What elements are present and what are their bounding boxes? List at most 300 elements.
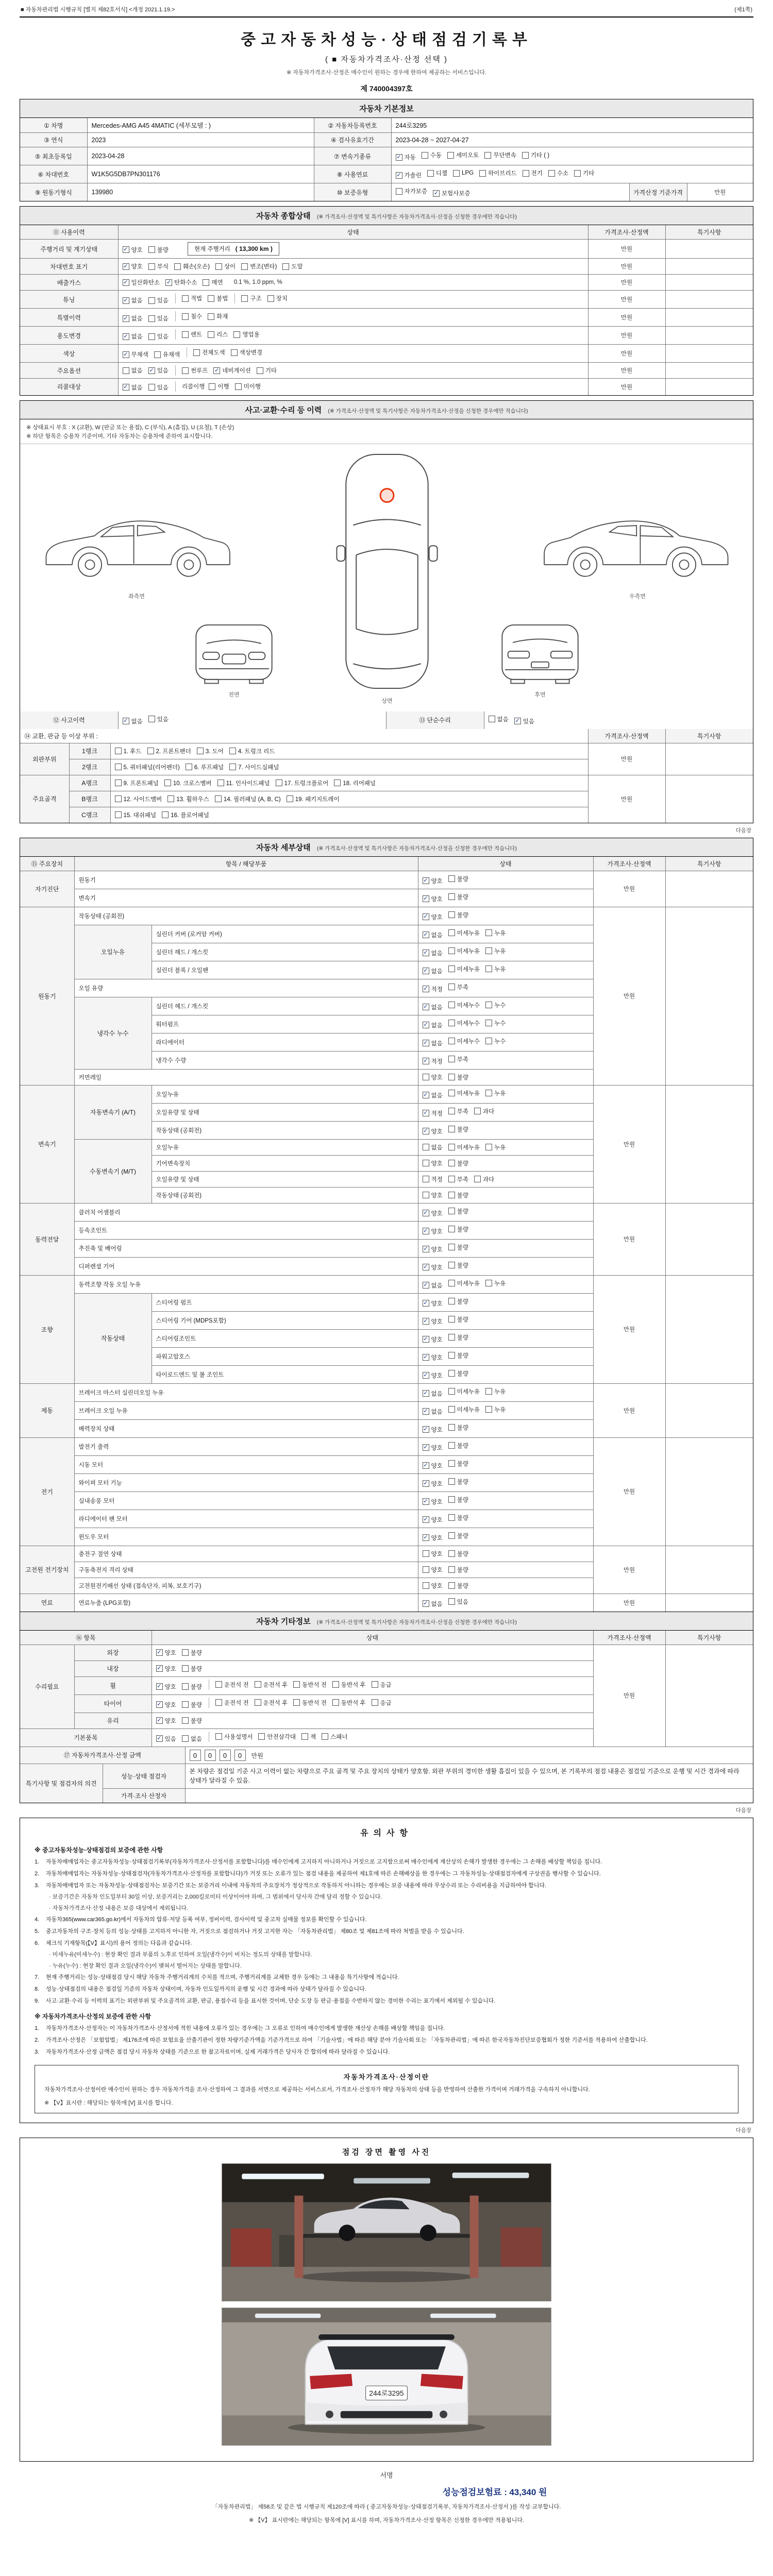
checkbox-option[interactable] bbox=[423, 1021, 443, 1029]
checkbox[interactable] bbox=[229, 764, 236, 770]
checkbox[interactable] bbox=[448, 1208, 455, 1214]
checkbox[interactable]: ✓ bbox=[123, 384, 128, 390]
checkbox[interactable] bbox=[182, 1649, 189, 1656]
checkbox-option[interactable] bbox=[123, 246, 143, 254]
checkbox[interactable]: ✓ bbox=[423, 1480, 428, 1487]
checkbox-option[interactable] bbox=[148, 383, 169, 392]
checkbox[interactable] bbox=[287, 795, 293, 802]
checkbox-option[interactable] bbox=[448, 1582, 468, 1590]
checkbox-option[interactable] bbox=[448, 1496, 468, 1504]
checkbox-option[interactable] bbox=[448, 1191, 468, 1199]
checkbox[interactable] bbox=[293, 1681, 300, 1688]
checkbox[interactable] bbox=[182, 1665, 189, 1672]
checkbox-option[interactable] bbox=[423, 1566, 443, 1574]
checkbox-option[interactable] bbox=[448, 1055, 468, 1063]
checkbox-option[interactable] bbox=[229, 763, 279, 771]
checkbox[interactable]: ✓ bbox=[157, 1735, 162, 1742]
checkbox-option[interactable] bbox=[123, 332, 143, 341]
checkbox-option[interactable] bbox=[115, 795, 162, 803]
checkbox-option[interactable] bbox=[208, 330, 228, 338]
checkbox-option[interactable] bbox=[215, 795, 281, 803]
checkbox-option[interactable] bbox=[123, 383, 143, 392]
checkbox-option[interactable] bbox=[182, 330, 202, 338]
checkbox[interactable] bbox=[148, 263, 155, 270]
checkbox[interactable] bbox=[123, 367, 129, 374]
checkbox-option[interactable] bbox=[479, 169, 517, 177]
checkbox-option[interactable] bbox=[448, 1261, 468, 1269]
checkbox-option[interactable] bbox=[255, 1699, 288, 1707]
checkbox-option[interactable] bbox=[485, 947, 506, 955]
checkbox[interactable] bbox=[448, 1192, 455, 1198]
checkbox-option[interactable] bbox=[156, 1701, 176, 1709]
checkbox-option[interactable] bbox=[148, 715, 169, 723]
checkbox[interactable] bbox=[423, 1550, 429, 1557]
checkbox-option[interactable] bbox=[448, 1125, 468, 1133]
checkbox[interactable]: ✓ bbox=[396, 172, 401, 178]
checkbox-option[interactable] bbox=[453, 170, 474, 177]
checkbox[interactable] bbox=[485, 1406, 492, 1413]
checkbox-option[interactable] bbox=[423, 1600, 443, 1608]
checkbox-option[interactable] bbox=[423, 1091, 443, 1099]
checkbox-option[interactable] bbox=[182, 1683, 202, 1691]
checkbox[interactable] bbox=[423, 1192, 429, 1198]
checkbox[interactable] bbox=[148, 333, 155, 340]
checkbox[interactable] bbox=[448, 1160, 455, 1166]
checkbox[interactable] bbox=[448, 965, 455, 972]
checkbox[interactable]: ✓ bbox=[157, 1665, 162, 1672]
checkbox[interactable] bbox=[332, 1681, 339, 1688]
checkbox-option[interactable] bbox=[423, 1143, 443, 1151]
checkbox-option[interactable] bbox=[485, 1001, 506, 1009]
checkbox[interactable] bbox=[484, 152, 491, 159]
checkbox-option[interactable] bbox=[258, 1733, 296, 1741]
checkbox-option[interactable] bbox=[215, 1681, 249, 1689]
checkbox-option[interactable] bbox=[255, 1681, 288, 1689]
checkbox[interactable] bbox=[217, 779, 224, 786]
checkbox-option[interactable] bbox=[423, 967, 443, 975]
checkbox[interactable] bbox=[182, 331, 189, 338]
checkbox[interactable] bbox=[448, 1244, 455, 1250]
checkbox[interactable] bbox=[235, 383, 242, 390]
checkbox[interactable]: ✓ bbox=[123, 315, 128, 321]
checkbox-option[interactable] bbox=[485, 929, 506, 937]
checkbox-option[interactable] bbox=[334, 779, 376, 787]
checkbox[interactable] bbox=[182, 367, 189, 374]
checkbox-option[interactable] bbox=[282, 262, 303, 270]
checkbox[interactable] bbox=[293, 1699, 300, 1706]
checkbox[interactable] bbox=[186, 764, 192, 770]
checkbox[interactable] bbox=[209, 383, 215, 390]
checkbox-option[interactable] bbox=[148, 314, 169, 323]
checkbox-option[interactable] bbox=[484, 151, 516, 159]
checkbox[interactable]: ✓ bbox=[123, 297, 128, 303]
checkbox-option[interactable] bbox=[523, 169, 543, 177]
checkbox-option[interactable] bbox=[433, 189, 470, 197]
checkbox-option[interactable] bbox=[182, 312, 202, 320]
checkbox-option[interactable] bbox=[423, 985, 443, 993]
checkbox-option[interactable] bbox=[448, 1297, 468, 1306]
checkbox-option[interactable] bbox=[182, 1735, 202, 1743]
checkbox[interactable] bbox=[255, 1681, 261, 1688]
checkbox-option[interactable] bbox=[182, 1665, 202, 1673]
checkbox-option[interactable] bbox=[182, 366, 208, 375]
checkbox[interactable] bbox=[215, 1733, 222, 1740]
checkbox[interactable] bbox=[182, 1683, 189, 1690]
checkbox[interactable] bbox=[182, 1717, 189, 1724]
checkbox-option[interactable] bbox=[485, 1089, 506, 1097]
checkbox-option[interactable] bbox=[423, 877, 443, 885]
checkbox[interactable]: ✓ bbox=[423, 877, 428, 884]
checkbox[interactable]: ✓ bbox=[423, 1228, 428, 1234]
checkbox[interactable] bbox=[448, 1566, 455, 1573]
checkbox-option[interactable] bbox=[448, 1073, 468, 1081]
checkbox-option[interactable] bbox=[448, 875, 468, 883]
checkbox-option[interactable] bbox=[423, 1426, 443, 1434]
checkbox-option[interactable] bbox=[485, 1387, 506, 1396]
checkbox-option[interactable] bbox=[423, 1209, 443, 1217]
checkbox[interactable] bbox=[448, 1262, 455, 1268]
checkbox[interactable] bbox=[372, 1699, 378, 1706]
checkbox[interactable] bbox=[233, 331, 240, 338]
checkbox[interactable] bbox=[448, 1514, 455, 1521]
checkbox[interactable] bbox=[229, 748, 236, 754]
checkbox[interactable]: ✓ bbox=[423, 1600, 428, 1607]
checkbox[interactable] bbox=[322, 1733, 328, 1740]
checkbox[interactable] bbox=[448, 1298, 455, 1304]
checkbox[interactable] bbox=[448, 875, 455, 882]
checkbox[interactable] bbox=[148, 384, 155, 391]
checkbox-option[interactable] bbox=[448, 1423, 468, 1432]
checkbox-option[interactable] bbox=[182, 1701, 202, 1709]
checkbox-option[interactable] bbox=[164, 779, 212, 787]
checkbox-option[interactable] bbox=[485, 1019, 506, 1027]
checkbox[interactable] bbox=[396, 188, 402, 195]
checkbox-option[interactable] bbox=[174, 262, 210, 270]
checkbox-option[interactable] bbox=[123, 262, 143, 270]
checkbox-option[interactable] bbox=[423, 1516, 443, 1524]
checkbox-option[interactable] bbox=[231, 348, 262, 357]
checkbox[interactable] bbox=[423, 1566, 429, 1573]
checkbox-option[interactable] bbox=[123, 314, 143, 323]
checkbox-option[interactable] bbox=[209, 382, 229, 391]
checkbox[interactable] bbox=[574, 170, 581, 177]
checkbox-option[interactable] bbox=[154, 350, 180, 359]
checkbox-option[interactable] bbox=[156, 1665, 176, 1673]
checkbox[interactable] bbox=[448, 929, 455, 936]
checkbox-option[interactable] bbox=[203, 278, 223, 286]
checkbox[interactable]: ✓ bbox=[157, 1649, 162, 1656]
checkbox-option[interactable] bbox=[423, 1550, 443, 1558]
checkbox[interactable]: ✓ bbox=[423, 1110, 428, 1116]
checkbox[interactable]: ✓ bbox=[423, 1534, 428, 1541]
checkbox[interactable] bbox=[485, 1388, 492, 1395]
checkbox-option[interactable] bbox=[448, 1333, 468, 1342]
checkbox[interactable] bbox=[423, 1144, 429, 1150]
checkbox[interactable] bbox=[267, 295, 274, 302]
checkbox-option[interactable] bbox=[448, 1387, 480, 1396]
checkbox-option[interactable] bbox=[485, 1143, 506, 1151]
checkbox[interactable] bbox=[448, 1388, 455, 1395]
checkbox-option[interactable] bbox=[447, 151, 479, 159]
checkbox-option[interactable] bbox=[448, 1351, 468, 1360]
checkbox[interactable] bbox=[448, 1424, 455, 1431]
checkbox[interactable] bbox=[448, 947, 455, 954]
checkbox-option[interactable] bbox=[293, 1681, 327, 1689]
checkbox-option[interactable] bbox=[423, 1389, 443, 1398]
checkbox[interactable]: ✓ bbox=[423, 1282, 428, 1289]
checkbox[interactable] bbox=[485, 1090, 492, 1096]
checkbox[interactable] bbox=[334, 779, 341, 786]
checkbox[interactable]: ✓ bbox=[157, 1683, 162, 1690]
checkbox-option[interactable] bbox=[489, 715, 509, 723]
checkbox-option[interactable] bbox=[287, 795, 340, 803]
checkbox[interactable] bbox=[448, 1056, 455, 1062]
checkbox-option[interactable] bbox=[448, 1598, 468, 1606]
checkbox-option[interactable] bbox=[574, 169, 594, 177]
checkbox-option[interactable] bbox=[485, 965, 506, 973]
checkbox-option[interactable] bbox=[448, 1460, 468, 1468]
checkbox-option[interactable] bbox=[115, 747, 142, 755]
checkbox[interactable] bbox=[448, 1316, 455, 1323]
checkbox[interactable] bbox=[115, 764, 122, 770]
checkbox[interactable]: ✓ bbox=[423, 950, 428, 956]
checkbox[interactable]: ✓ bbox=[123, 333, 128, 340]
checkbox-option[interactable] bbox=[448, 929, 480, 937]
checkbox[interactable] bbox=[453, 170, 460, 177]
checkbox[interactable] bbox=[241, 295, 248, 302]
checkbox-option[interactable] bbox=[423, 1462, 443, 1470]
checkbox[interactable]: ✓ bbox=[214, 367, 220, 374]
checkbox[interactable] bbox=[485, 929, 492, 936]
checkbox[interactable] bbox=[448, 893, 455, 900]
checkbox[interactable] bbox=[423, 1160, 429, 1166]
checkbox-option[interactable] bbox=[448, 1159, 468, 1167]
checkbox[interactable] bbox=[485, 965, 492, 972]
checkbox-option[interactable] bbox=[182, 294, 202, 302]
checkbox-option[interactable] bbox=[423, 1191, 443, 1199]
checkbox[interactable]: ✓ bbox=[423, 1022, 428, 1028]
checkbox-option[interactable] bbox=[448, 1001, 480, 1009]
checkbox[interactable]: ✓ bbox=[423, 1318, 428, 1325]
checkbox[interactable] bbox=[147, 748, 154, 754]
checkbox-option[interactable] bbox=[241, 294, 261, 302]
checkbox-option[interactable] bbox=[448, 911, 468, 919]
checkbox-option[interactable] bbox=[148, 246, 169, 254]
checkbox[interactable]: ✓ bbox=[423, 1264, 428, 1270]
checkbox[interactable]: ✓ bbox=[423, 913, 428, 920]
checkbox-option[interactable] bbox=[215, 1699, 249, 1707]
checkbox[interactable] bbox=[448, 1442, 455, 1449]
checkbox-option[interactable] bbox=[396, 171, 422, 179]
checkbox[interactable] bbox=[485, 1144, 492, 1150]
checkbox-option[interactable] bbox=[372, 1699, 392, 1707]
checkbox[interactable]: ✓ bbox=[423, 1516, 428, 1523]
checkbox-option[interactable] bbox=[423, 1317, 443, 1326]
checkbox-option[interactable] bbox=[423, 1263, 443, 1272]
checkbox[interactable]: ✓ bbox=[157, 1701, 162, 1708]
checkbox-option[interactable] bbox=[123, 296, 143, 304]
checkbox[interactable]: ✓ bbox=[123, 718, 128, 724]
checkbox-option[interactable] bbox=[156, 1683, 176, 1691]
checkbox[interactable] bbox=[448, 1226, 455, 1232]
checkbox[interactable] bbox=[448, 1038, 455, 1044]
checkbox[interactable] bbox=[448, 1176, 455, 1182]
checkbox-option[interactable] bbox=[213, 366, 251, 375]
checkbox[interactable] bbox=[448, 1090, 455, 1096]
checkbox-option[interactable] bbox=[332, 1681, 366, 1689]
checkbox-option[interactable] bbox=[423, 931, 443, 939]
checkbox-option[interactable] bbox=[448, 1225, 468, 1233]
checkbox-option[interactable] bbox=[427, 169, 447, 177]
checkbox[interactable] bbox=[548, 170, 555, 177]
checkbox-option[interactable] bbox=[423, 1057, 443, 1065]
checkbox[interactable] bbox=[448, 911, 455, 918]
checkbox-option[interactable] bbox=[115, 779, 159, 787]
checkbox-option[interactable] bbox=[423, 1245, 443, 1253]
checkbox[interactable]: ✓ bbox=[423, 1210, 428, 1216]
checkbox[interactable] bbox=[208, 295, 214, 302]
checkbox-option[interactable] bbox=[422, 151, 442, 159]
checkbox-option[interactable] bbox=[448, 1315, 468, 1324]
checkbox[interactable] bbox=[448, 1496, 455, 1503]
checkbox-option[interactable] bbox=[423, 913, 443, 921]
checkbox[interactable]: ✓ bbox=[423, 1336, 428, 1343]
checkbox[interactable] bbox=[208, 331, 214, 338]
checkbox-option[interactable] bbox=[208, 294, 228, 302]
checkbox-option[interactable] bbox=[474, 1175, 494, 1183]
checkbox[interactable] bbox=[448, 1478, 455, 1485]
checkbox-option[interactable] bbox=[423, 1480, 443, 1488]
checkbox-option[interactable] bbox=[186, 763, 224, 771]
checkbox-option[interactable] bbox=[448, 1019, 480, 1027]
checkbox-option[interactable] bbox=[448, 1532, 468, 1540]
checkbox-option[interactable] bbox=[147, 747, 191, 755]
checkbox[interactable] bbox=[241, 263, 248, 270]
checkbox-option[interactable] bbox=[148, 296, 169, 304]
checkbox[interactable]: ✓ bbox=[423, 1426, 428, 1433]
checkbox[interactable] bbox=[448, 1550, 455, 1557]
checkbox-option[interactable] bbox=[448, 1478, 468, 1486]
checkbox[interactable]: ✓ bbox=[423, 895, 428, 902]
checkbox-option[interactable] bbox=[423, 1003, 443, 1011]
checkbox[interactable] bbox=[231, 349, 238, 356]
checkbox[interactable] bbox=[448, 1406, 455, 1413]
checkbox-option[interactable] bbox=[156, 1717, 176, 1725]
checkbox-option[interactable] bbox=[257, 366, 277, 375]
checkbox-option[interactable] bbox=[448, 1514, 468, 1522]
checkbox[interactable] bbox=[423, 1176, 429, 1182]
checkbox-option[interactable] bbox=[448, 1566, 468, 1574]
checkbox-option[interactable] bbox=[423, 949, 443, 957]
checkbox[interactable]: ✓ bbox=[423, 1408, 428, 1415]
checkbox-option[interactable] bbox=[423, 1227, 443, 1235]
checkbox-option[interactable] bbox=[423, 1109, 443, 1117]
checkbox-option[interactable] bbox=[193, 348, 225, 357]
checkbox[interactable] bbox=[448, 1334, 455, 1341]
checkbox[interactable] bbox=[167, 795, 174, 802]
checkbox[interactable] bbox=[479, 170, 486, 177]
checkbox[interactable] bbox=[193, 349, 200, 356]
checkbox-option[interactable] bbox=[293, 1699, 327, 1707]
checkbox-option[interactable] bbox=[332, 1699, 366, 1707]
checkbox-option[interactable] bbox=[448, 1279, 480, 1287]
checkbox-option[interactable] bbox=[448, 1107, 468, 1115]
checkbox[interactable] bbox=[332, 1699, 339, 1706]
checkbox[interactable] bbox=[148, 246, 155, 253]
checkbox[interactable]: ✓ bbox=[423, 968, 428, 974]
checkbox[interactable] bbox=[448, 984, 455, 990]
checkbox-option[interactable] bbox=[322, 1733, 347, 1741]
checkbox[interactable]: ✓ bbox=[157, 1717, 162, 1724]
checkbox[interactable] bbox=[148, 315, 155, 322]
checkbox[interactable] bbox=[485, 1020, 492, 1026]
checkbox-option[interactable] bbox=[448, 893, 468, 901]
checkbox-option[interactable] bbox=[423, 1353, 443, 1362]
checkbox[interactable] bbox=[448, 1460, 455, 1467]
checkbox[interactable]: ✓ bbox=[423, 1462, 428, 1469]
checkbox[interactable] bbox=[148, 297, 155, 304]
checkbox-option[interactable] bbox=[448, 1369, 468, 1378]
checkbox[interactable] bbox=[282, 263, 289, 270]
checkbox-option[interactable] bbox=[215, 1733, 253, 1741]
checkbox[interactable] bbox=[208, 313, 214, 320]
checkbox-option[interactable] bbox=[423, 1335, 443, 1344]
checkbox[interactable] bbox=[215, 263, 222, 270]
checkbox[interactable] bbox=[115, 811, 122, 818]
checkbox-option[interactable] bbox=[182, 1717, 202, 1725]
checkbox-option[interactable] bbox=[165, 278, 197, 286]
checkbox[interactable] bbox=[215, 1681, 222, 1688]
checkbox[interactable]: ✓ bbox=[423, 1300, 428, 1307]
checkbox[interactable]: ✓ bbox=[423, 1354, 428, 1361]
checkbox[interactable] bbox=[182, 1701, 189, 1708]
checkbox-option[interactable] bbox=[423, 1073, 443, 1081]
checkbox[interactable] bbox=[174, 263, 181, 270]
checkbox[interactable] bbox=[301, 1733, 308, 1740]
checkbox[interactable] bbox=[489, 716, 495, 722]
checkbox[interactable] bbox=[372, 1681, 378, 1688]
checkbox-option[interactable] bbox=[423, 1039, 443, 1047]
checkbox-option[interactable] bbox=[217, 779, 270, 787]
checkbox-option[interactable] bbox=[423, 1444, 443, 1452]
checkbox[interactable] bbox=[115, 779, 122, 786]
checkbox-option[interactable] bbox=[167, 795, 209, 803]
checkbox-option[interactable] bbox=[182, 1649, 202, 1657]
checkbox[interactable] bbox=[422, 152, 428, 159]
checkbox-option[interactable] bbox=[276, 779, 329, 787]
checkbox[interactable] bbox=[485, 947, 492, 954]
checkbox[interactable] bbox=[448, 1020, 455, 1026]
checkbox[interactable]: ✓ bbox=[166, 279, 172, 285]
checkbox[interactable] bbox=[215, 1699, 222, 1706]
checkbox-option[interactable] bbox=[423, 1582, 443, 1590]
checkbox-option[interactable] bbox=[448, 1089, 480, 1097]
checkbox-option[interactable] bbox=[229, 747, 275, 755]
checkbox-option[interactable] bbox=[148, 366, 169, 375]
checkbox-option[interactable] bbox=[423, 1371, 443, 1380]
checkbox[interactable] bbox=[523, 170, 529, 177]
checkbox-option[interactable] bbox=[474, 1107, 494, 1115]
checkbox-option[interactable] bbox=[423, 1498, 443, 1506]
checkbox-option[interactable] bbox=[115, 811, 157, 819]
checkbox[interactable] bbox=[423, 1074, 429, 1080]
checkbox[interactable] bbox=[154, 351, 161, 358]
checkbox-option[interactable] bbox=[423, 1534, 443, 1542]
checkbox-option[interactable] bbox=[448, 947, 480, 955]
checkbox-option[interactable] bbox=[123, 278, 160, 286]
checkbox[interactable] bbox=[448, 1280, 455, 1286]
checkbox[interactable] bbox=[448, 1598, 455, 1605]
